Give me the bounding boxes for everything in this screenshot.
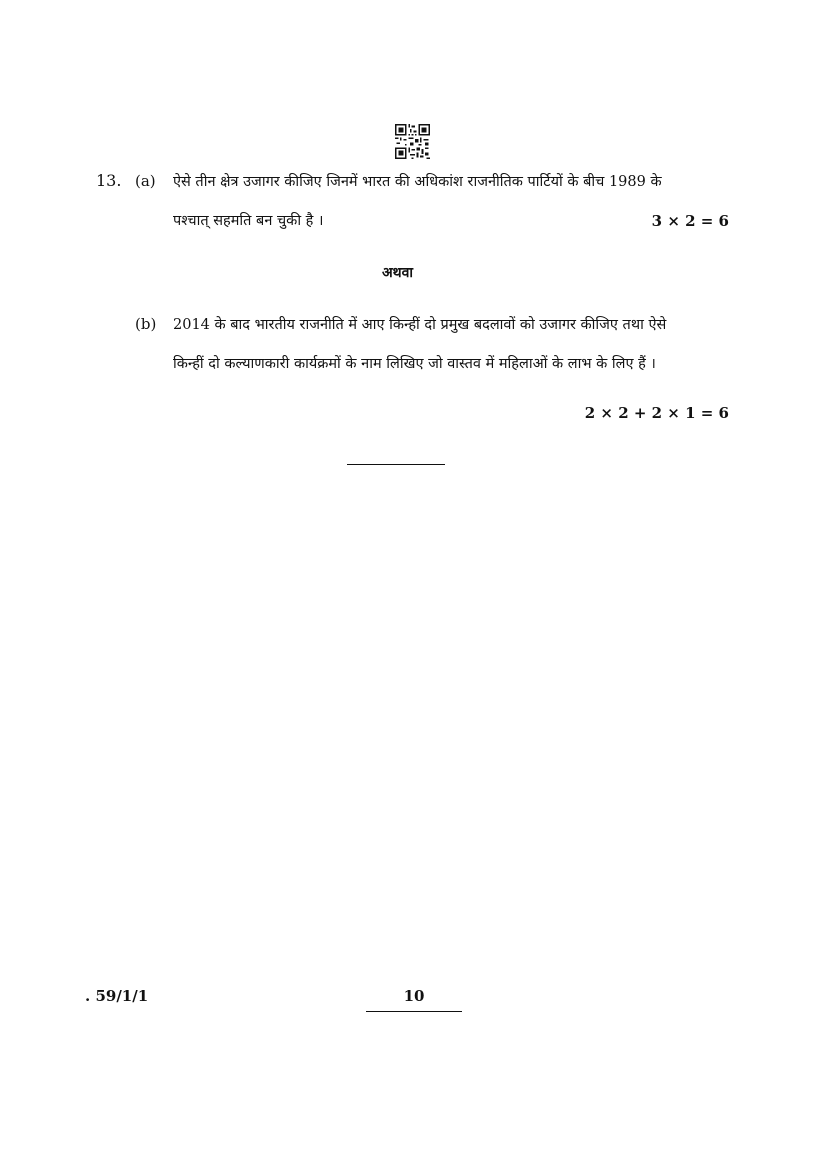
page-number: 10	[403, 987, 425, 1005]
part-a-label: (a)	[135, 172, 156, 190]
part-b-marks: 2 × 2 + 2 × 1 = 6	[584, 404, 729, 422]
part-b-label: (b)	[135, 315, 157, 333]
or-separator: अथवा	[381, 265, 414, 281]
part-a-line-1: ऐसे तीन क्षेत्र उजागर कीजिए जिनमें भारत की अधिकांश राजनीतिक पार्टियों के बीच 1989 के	[173, 174, 662, 190]
question-number: 13.	[96, 171, 122, 190]
part-a-line-2: पश्चात् सहमति बन चुकी है ।	[173, 213, 324, 229]
end-of-question-divider	[347, 464, 445, 465]
paper-code: . 59/1/1	[85, 987, 149, 1005]
part-b-line-1: 2014 के बाद भारतीय राजनीति में आए किन्हीं दो प्रमुख बदलावों को उजागर कीजिए तथा ऐसे	[173, 317, 667, 333]
part-b-line-2: किन्हीं दो कल्याणकारी कार्यक्रमों के नाम लिखिए जो वास्तव में महिलाओं के लाभ के लिए हैं ।	[173, 356, 656, 372]
qr-code-icon	[395, 124, 430, 159]
page-number-underline	[366, 1011, 462, 1012]
part-a-marks: 3 × 2 = 6	[651, 212, 729, 230]
